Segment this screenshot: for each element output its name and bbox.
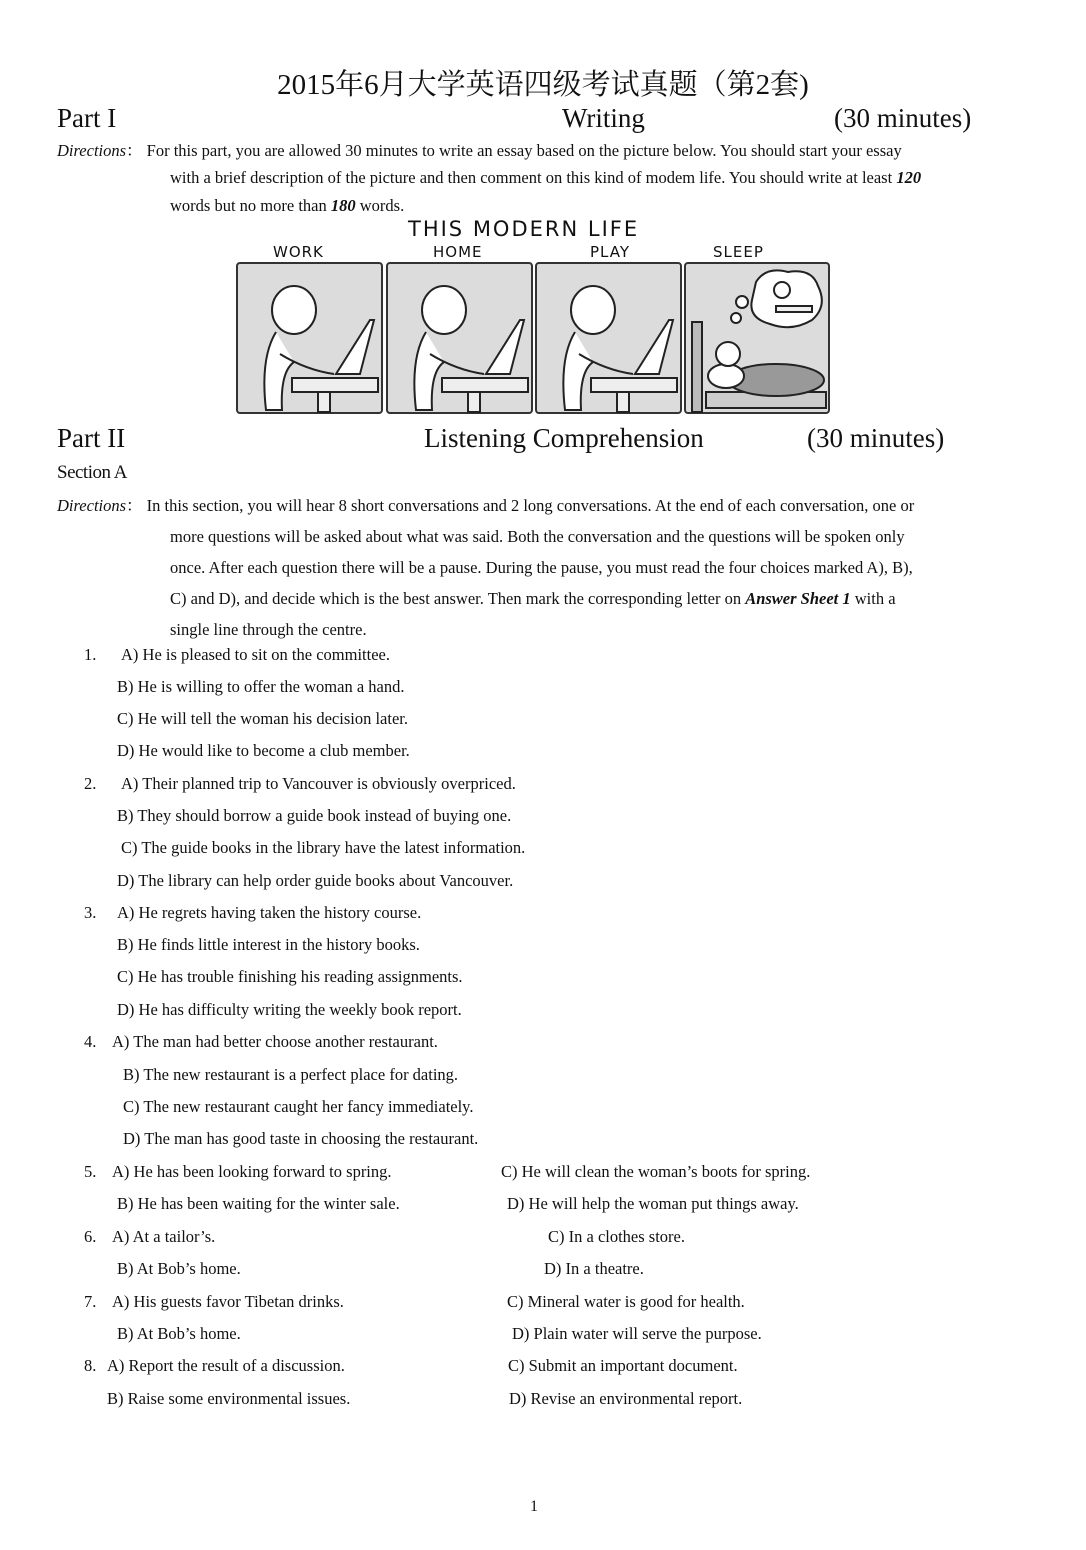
choice: A) He regrets having taken the history course. (117, 903, 422, 922)
choice: D) He would like to become a club member. (117, 741, 410, 760)
choice: B) They should borrow a guide book instead of buying one. (117, 806, 512, 825)
exam-title: 2015年6月大学英语四级考试真题（第2套) (277, 69, 809, 101)
answer-sheet-ref: Answer Sheet 1 (745, 589, 851, 608)
part2-name: Listening Comprehension (424, 423, 704, 453)
panel-label-play: PLAY (590, 243, 631, 261)
panel-label-sleep: SLEEP (713, 243, 764, 261)
question-number: 1. (84, 645, 97, 664)
part1-name: Writing (562, 103, 645, 133)
question-number: 2. (84, 774, 97, 793)
question-number: 3. (84, 903, 97, 922)
choice: C) The new restaurant caught her fancy immediately. (123, 1097, 474, 1116)
part1-label: Part I (57, 103, 117, 133)
choice: A) The man had better choose another restaurant. (112, 1032, 438, 1051)
choice: D) Plain water will serve the purpose. (512, 1324, 762, 1343)
choice: D) The library can help order guide books about Vancouver. (117, 871, 514, 890)
directions-1-line3: words but no more than 180 words. (170, 196, 405, 215)
question-number: 8. (84, 1356, 97, 1375)
choice: C) Mineral water is good for health. (507, 1292, 745, 1311)
choice: D) He has difficulty writing the weekly book report. (117, 1000, 462, 1019)
comic-title: THIS MODERN LIFE (408, 217, 640, 241)
part1-time: (30 minutes) (834, 103, 972, 133)
directions-2-line4: C) and D), and decide which is the best answer. Then mark the corresponding letter on Answer Sheet 1 with a (170, 589, 896, 608)
choice: B) The new restaurant is a perfect place for dating. (123, 1065, 459, 1084)
directions-2-line1: Directions： In this section, you will hear 8 short conversations and 2 long conversations. At the end of each conversation, one or (57, 496, 915, 515)
choice: D) The man has good taste in choosing the restaurant. (123, 1129, 479, 1148)
directions-2-line2: more questions will be asked about what was said. Both the conversation and the questions will be spoken only (170, 527, 905, 546)
choice: C) He will clean the woman’s boots for spring. (501, 1162, 811, 1181)
question-number: 7. (84, 1292, 97, 1311)
part2-label: Part II (57, 423, 126, 453)
choice: B) He is willing to offer the woman a hand. (117, 677, 405, 696)
panel-label-home: HOME (433, 243, 483, 261)
choice: B) At Bob’s home. (117, 1259, 241, 1278)
directions-2-line3: once. After each question there will be a pause. During the pause, you must read the four choices marked A), B), (170, 558, 913, 577)
choice: C) The guide books in the library have the latest information. (121, 838, 526, 857)
choice: D) In a theatre. (544, 1259, 644, 1278)
choice: A) He is pleased to sit on the committee. (121, 645, 390, 664)
part2-time: (30 minutes) (807, 423, 945, 453)
choice: C) In a clothes store. (548, 1227, 686, 1246)
question-number: 6. (84, 1227, 97, 1246)
choice: C) Submit an important document. (508, 1356, 738, 1375)
page-number: 1 (530, 1498, 538, 1515)
choice: B) At Bob’s home. (117, 1324, 241, 1343)
panel-label-work: WORK (273, 243, 324, 261)
choice: D) He will help the woman put things away. (507, 1194, 799, 1213)
choice: B) He finds little interest in the history books. (117, 935, 420, 954)
choice: B) He has been waiting for the winter sale. (117, 1194, 400, 1213)
directions-label: Directions (57, 496, 127, 515)
directions-1-line1: Directions： For this part, you are allowed 30 minutes to write an essay based on the picture below. You should start your essay (57, 141, 902, 160)
choice: A) At a tailor’s. (112, 1227, 216, 1246)
choice: C) He will tell the woman his decision later. (117, 709, 408, 728)
choice: A) His guests favor Tibetan drinks. (112, 1292, 344, 1311)
choice: A) He has been looking forward to spring. (112, 1162, 392, 1181)
directions-2-line5: single line through the centre. (170, 620, 367, 639)
directions-label: Directions (57, 141, 127, 160)
choice: B) Raise some environmental issues. (107, 1389, 351, 1408)
directions-1-line2: with a brief description of the picture and then comment on this kind of modem life. You should write at least 120 (170, 168, 922, 187)
comic-strip (236, 262, 830, 418)
question-number: 5. (84, 1162, 97, 1181)
choice: D) Revise an environmental report. (509, 1389, 743, 1408)
choice: A) Their planned trip to Vancouver is obviously overpriced. (121, 774, 516, 793)
choice: C) He has trouble finishing his reading assignments. (117, 967, 463, 986)
section-a-heading: Section A (57, 462, 127, 483)
question-number: 4. (84, 1032, 97, 1051)
choice: A) Report the result of a discussion. (107, 1356, 345, 1375)
